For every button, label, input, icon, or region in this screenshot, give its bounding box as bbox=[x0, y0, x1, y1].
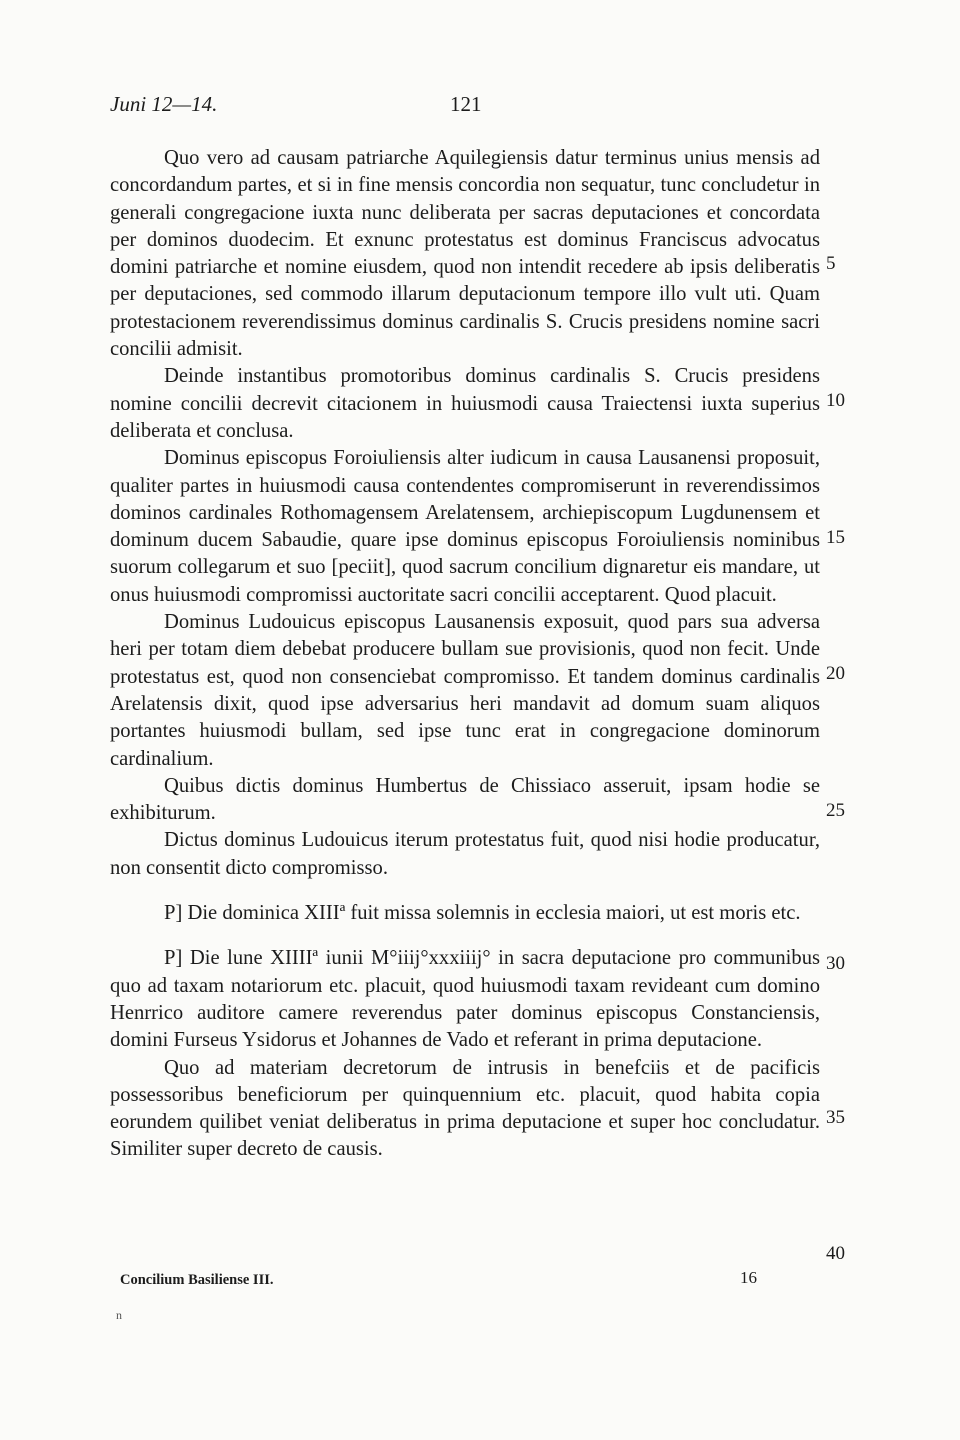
line-number: 10 bbox=[826, 390, 845, 411]
line-number: 35 bbox=[826, 1107, 845, 1128]
line-number: 5 bbox=[826, 253, 836, 274]
line-number: 15 bbox=[826, 527, 845, 548]
line-number: 30 bbox=[826, 953, 845, 974]
paragraph: Dictus dominus Ludouicus iterum protestatus fuit, quod nisi hodie producatur, non consentit dicto compromisso. bbox=[110, 829, 820, 879]
paragraph: Dominus episcopus Foroiuliensis alter iudicum in causa Lausanensi proposuit, qualiter partes in huiusmodi causa contendentes compromiserunt in reverendissimos dominos cardinales Rothomagensem Arelatensem, archiepiscopum Lugdunensem et dominum ducem Sabaudie, quare ipse dominus episcopus Foroiuliensis nominibus suorum collegarum et suo [peciit], quod sacrum concilium dignaretur eis mandare, ut onus huiusmodi compromissi auctoritate sacri concilii acceptarent. Quod placuit. bbox=[110, 447, 820, 606]
paragraph: Deinde instantibus promotoribus dominus cardinalis S. Crucis presidens nomine concilii decrevit citacionem in huiusmodi causa Traiectensi iuxta superius deliberata et conclusa. bbox=[110, 365, 820, 442]
page-number: 121 bbox=[450, 92, 482, 116]
paragraph: P] Die lune XIIIIª iunii M°iiij°xxxiiij° in sacra deputacione pro communibus quo ad taxam notariorum etc. placuit, quod huiusmodi taxam revideant cum domino Henrrico auditore camere reverendus pater dominus episcopus Constanciensis, domini Furseus Ysidorus et Johannes de Vado et referant in prima deputacione. bbox=[110, 947, 820, 1052]
signature-mark: 16 bbox=[740, 1268, 757, 1287]
line-number: 25 bbox=[826, 800, 845, 821]
header-date: Juni 12—14. bbox=[110, 92, 218, 116]
paragraph: P] Die dominica XIIIª fuit missa solemnis in ecclesia maiori, ut est moris etc. bbox=[164, 902, 801, 925]
paragraph: Dominus Ludouicus episcopus Lausanensis exposuit, quod pars sua adversa heri per totam diem debebat producere bullam sue provisionis, quod non fecit. Unde protestatus est, quod non consenciebat compromisso. Et tandem dominus cardinalis Arelatensis dixit, quod ipse adversarius heri mandavit ad domum suam aliquos portantes huiusmodi bullam, sed ipse tunc erat in congregacione dominorum cardinalium. bbox=[110, 611, 820, 770]
body-text bbox=[110, 145, 820, 1164]
line-number: 20 bbox=[826, 663, 845, 684]
paragraph: Quo vero ad causam patriarche Aquilegiensis datur terminus unius mensis ad concordandum partes, et si in fine mensis concordia non sequatur, tunc concludetur in generali congregacione iuxta nunc deliberata per sacras deputaciones et concordata per dominos duodecim. Et exnunc protestatus est dominus Franciscus advocatus domini patriarche et nomine eiusdem, quod non intendit recedere ab ipsis deliberatis per deputaciones, sed commodo illarum deputacionum tempore illo vult uti. Quam protestacionem reverendissimus dominus cardinalis S. Crucis presidens nomine sacri concilii admisit. bbox=[110, 147, 820, 361]
line-number: 40 bbox=[826, 1243, 845, 1264]
running-head bbox=[110, 92, 820, 124]
paragraph: Quibus dictis dominus Humbertus de Chissiaco asseruit, ipsam hodie se exhibiturum. bbox=[110, 774, 820, 825]
paragraph: Quo ad materiam decretorum de intrusis in benefciis et de pacificis possessoribus beneficiorum per quinquennium etc. placuit, quod habita copia eorundem quilibet veniat deliberatus in prima deputacione et super hoc concludatur. Similiter super decreto de causis. bbox=[110, 1056, 820, 1161]
source-title: Concilium Basiliense III. bbox=[120, 1272, 274, 1288]
printer-mark: n bbox=[116, 1308, 122, 1322]
